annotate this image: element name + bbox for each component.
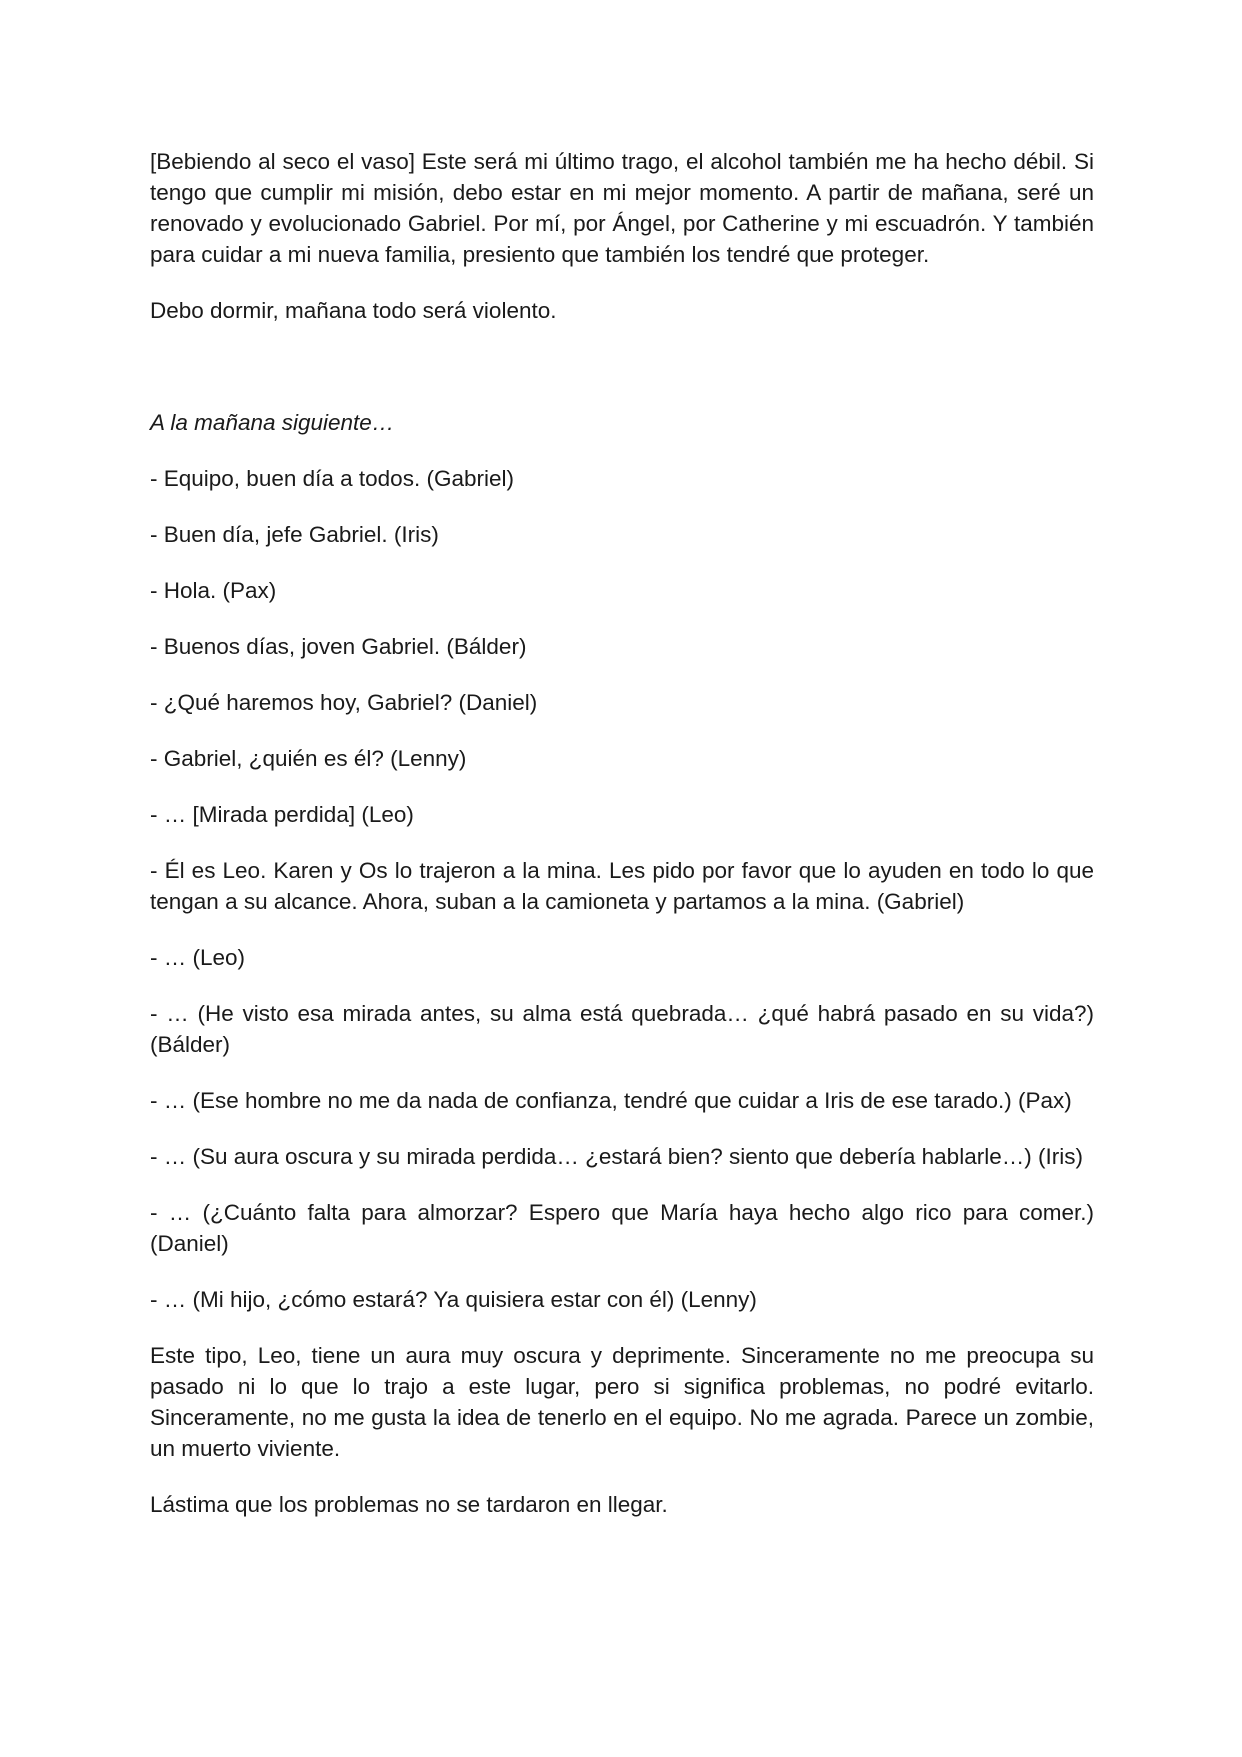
dialogue-line: - Hola. (Pax) [150,578,277,603]
dialogue-line: - … (¿Cuánto falta para almorzar? Espero que María haya hecho algo rico para comer.) (Daniel) [150,1200,1094,1256]
paragraph-reflection: Este tipo, Leo, tiene un aura muy oscura y deprimente. Sinceramente no me preocupa su pasado ni lo que lo trajo a este lugar, pero si significa problemas, no podré evitarlo. Sinceramente, no me gusta la idea de tenerlo en el equipo. No me agrada. Parece un zombie, un muerto viviente. [150,1343,1094,1461]
scene-heading: A la mañana siguiente… [150,410,395,435]
dialogue-line: - … (Leo) [150,945,246,970]
dialogue-line: - Buenos días, joven Gabriel. (Bálder) [150,634,527,659]
dialogue-line: - ¿Qué haremos hoy, Gabriel? (Daniel) [150,690,538,715]
dialogue-line: - Equipo, buen día a todos. (Gabriel) [150,466,514,491]
dialogue-line: - … (He visto esa mirada antes, su alma está quebrada… ¿qué habrá pasado en su vida?) (Bálder) [150,1001,1094,1057]
document-body [150,146,1094,1545]
dialogue-line: - Buen día, jefe Gabriel. (Iris) [150,522,439,547]
dialogue-line: - … [Mirada perdida] (Leo) [150,802,414,827]
dialogue-line: - Gabriel, ¿quién es él? (Lenny) [150,746,467,771]
paragraph-closing: Lástima que los problemas no se tardaron en llegar. [150,1492,668,1517]
paragraph-sleep: Debo dormir, mañana todo será violento. [150,298,557,323]
dialogue-line: - Él es Leo. Karen y Os lo trajeron a la mina. Les pido por favor que lo ayuden en todo lo que tengan a su alcance. Ahora, suban a la camioneta y partamos a la mina. (Gabriel) [150,858,1094,914]
dialogue-line: - … (Mi hijo, ¿cómo estará? Ya quisiera estar con él) (Lenny) [150,1287,757,1312]
paragraph-monologue: [Bebiendo al seco el vaso] Este será mi último trago, el alcohol también me ha hecho débil. Si tengo que cumplir mi misión, debo estar en mi mejor momento. A partir de mañana, seré un renovado y evolucionado Gabriel. Por mí, por Ángel, por Catherine y mi escuadrón. Y también para cuidar a mi nueva familia, presiento que también los tendré que proteger. [150,149,1094,267]
dialogue-line: - … (Su aura oscura y su mirada perdida… ¿estará bien? siento que debería hablarle…) (Iris) [150,1144,1083,1169]
section-break [150,351,1094,407]
dialogue-line: - … (Ese hombre no me da nada de confianza, tendré que cuidar a Iris de ese tarado.) (Pax) [150,1088,1072,1113]
